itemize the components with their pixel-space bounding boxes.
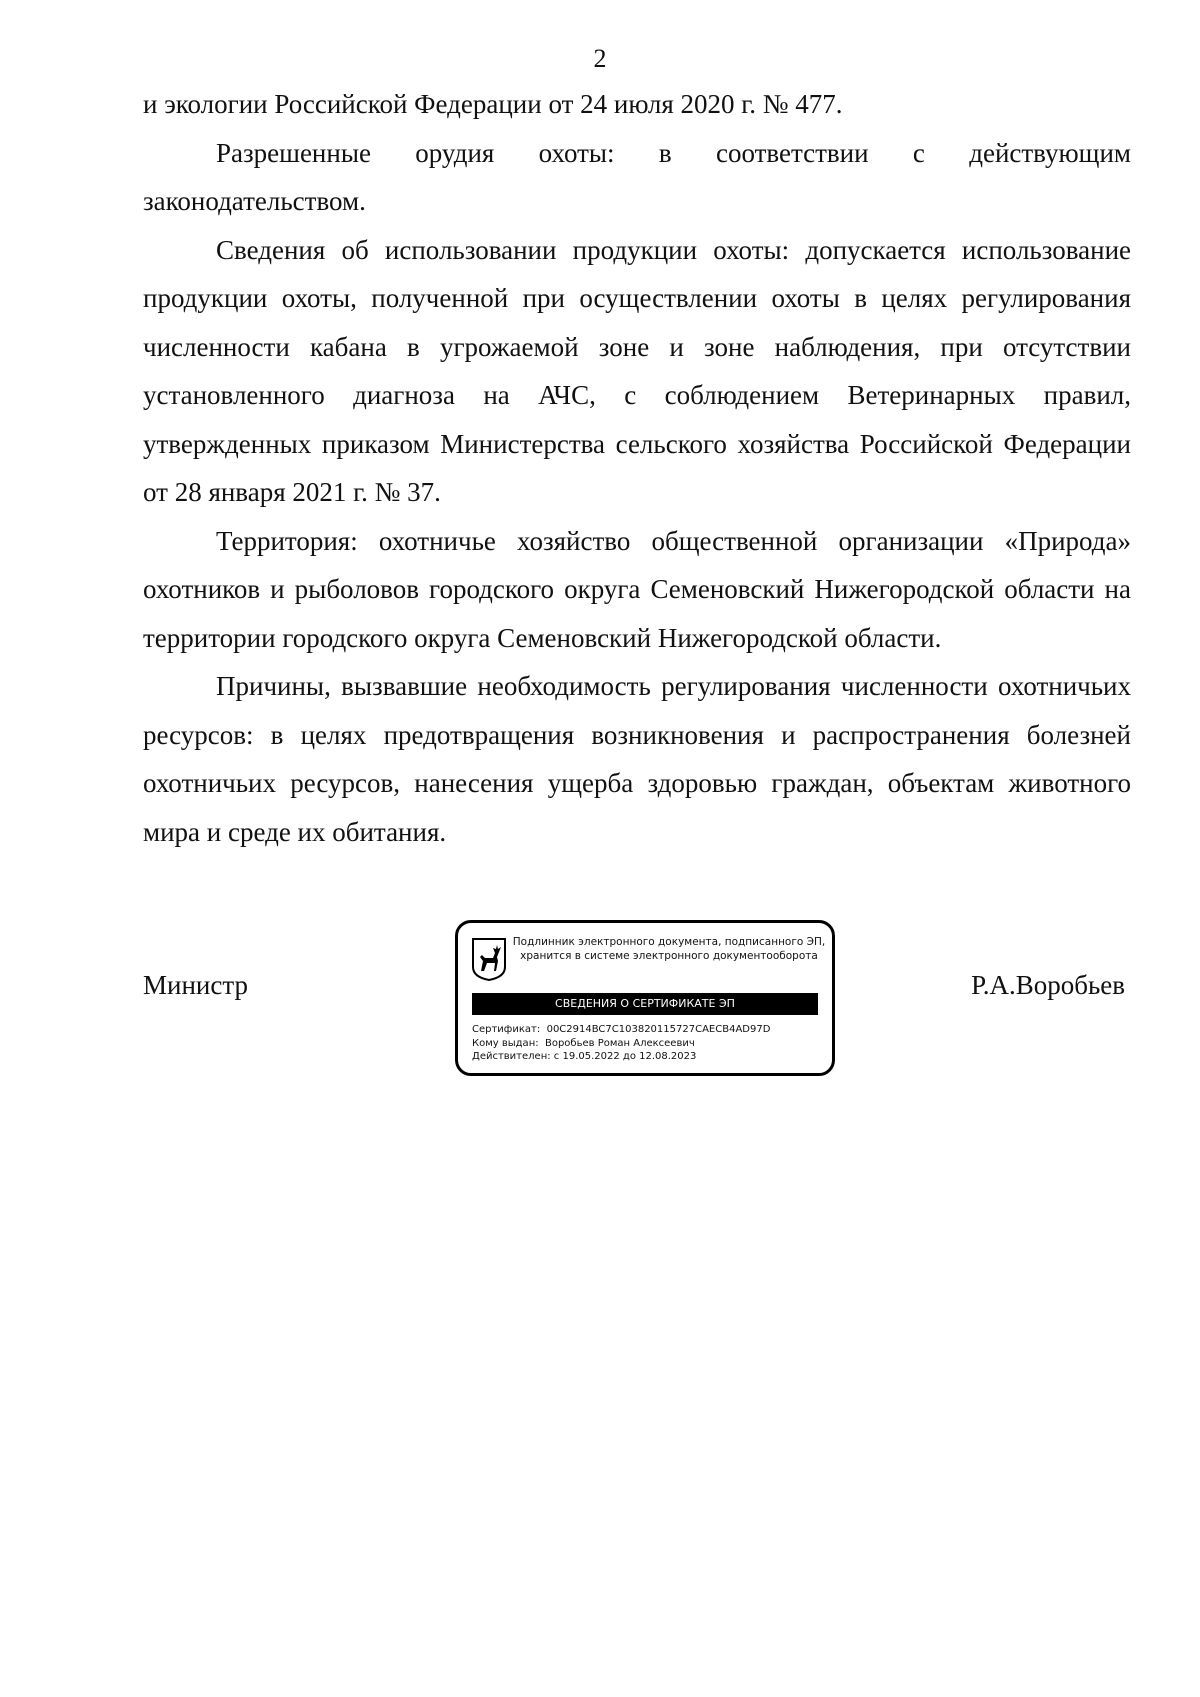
validity-row <box>472 1050 822 1064</box>
signer-position: Министр <box>143 970 248 1000</box>
certificate-row <box>472 1023 822 1037</box>
paragraph-hunting-tools: Разрешенные орудия охоты: в соответствии с действующим законодательством. <box>143 137 1131 216</box>
validity-label: Действителен: <box>472 1051 551 1062</box>
paragraph-territory: Территория: охотничье хозяйство общественной организации «Природа» охотников и рыболовов городского округа Семеновский Нижегородской области на территории городского округа Семеновский Нижегородской области. <box>143 525 1131 653</box>
paragraph-reasons: Причины, вызвавшие необходимость регулирования численности охотничьих ресурсов: в целях предотвращения возникновения и распространения болезней охотничьих ресурсов, нанесения ущерба здоровью граждан, объектам животного мира и среде их обитания. <box>143 671 1131 847</box>
issued-to-label: Кому выдан: <box>472 1037 539 1049</box>
paragraph-hunting-products: Сведения об использовании продукции охоты: допускается использование продукции охоты, полученной при осуществлении охоты в целях регулирования численности кабана в угрожаемой зоне и зоне наблюдения, при отсутствии установленного диагноза на АЧС, с соблюдением Ветеринарных правил, утвержденных приказом Министерства сельского хозяйства Российской Федерации от 28 января 2021 г. № 37. <box>143 234 1131 507</box>
stamp-header <box>510 935 828 963</box>
document-body <box>143 80 1131 856</box>
issued-to-row <box>472 1037 822 1051</box>
stamp-header-line: хранится в системе электронного документооборота <box>520 950 818 962</box>
signature-block <box>143 920 1131 1080</box>
certificate-value: 00C2914BC7C103820115727CAECB4AD97D <box>546 1024 771 1035</box>
validity-value: с 19.05.2022 до 12.08.2023 <box>553 1051 697 1062</box>
nizhny-novgorod-deer-emblem-icon <box>471 937 507 981</box>
stamp-header-line: Подлинник электронного документа, подписанного ЭП, <box>512 936 826 948</box>
electronic-signature-stamp <box>455 920 835 1076</box>
issued-to-value: Воробьев Роман Алексеевич <box>544 1037 695 1049</box>
paragraph-continuation: и экологии Российской Федерации от 24 июля 2020 г. № 477. <box>143 89 843 119</box>
stamp-certificate-details <box>472 1023 822 1064</box>
page-number: 2 <box>593 44 607 73</box>
signer-name: Р.А.Воробьев <box>971 970 1125 1000</box>
certificate-label: Сертификат: <box>472 1024 541 1035</box>
stamp-title-bar: СВЕДЕНИЯ О СЕРТИФИКАТЕ ЭП <box>472 993 818 1015</box>
